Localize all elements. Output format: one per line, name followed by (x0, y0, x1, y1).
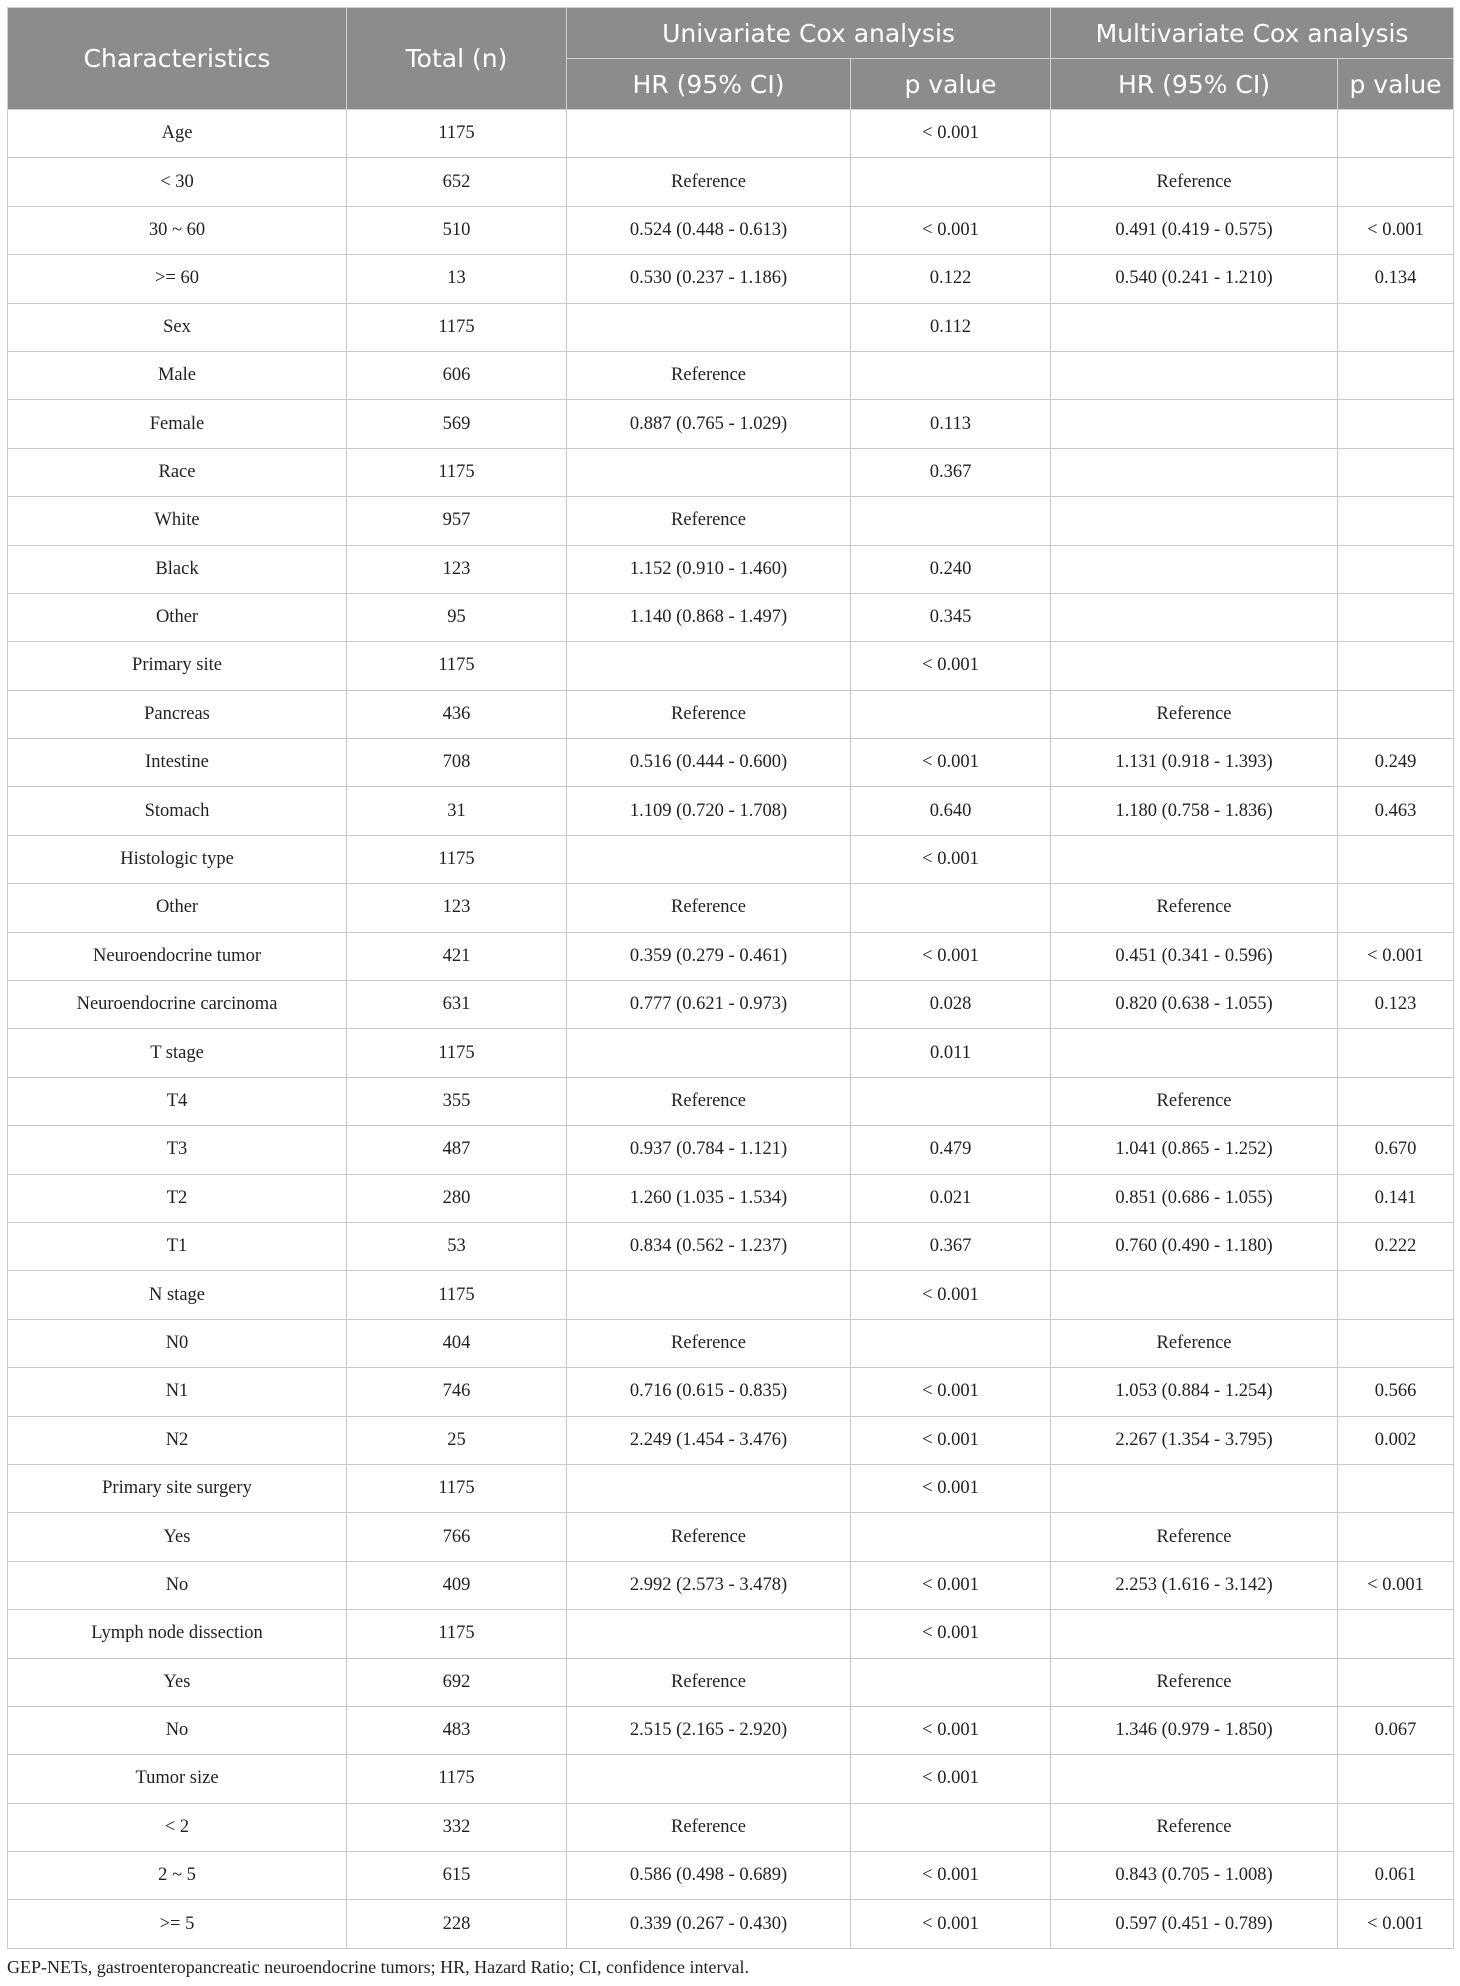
hr-multivariate-cell: Reference (1051, 884, 1338, 932)
table-row (8, 884, 1454, 932)
characteristic-cell: N stage (8, 1271, 347, 1319)
p-multivariate-cell: 0.002 (1338, 1416, 1454, 1464)
p-multivariate-cell (1338, 835, 1454, 883)
hr-univariate-cell: Reference (567, 1658, 851, 1706)
hr-multivariate-cell: 1.346 (0.979 - 1.850) (1051, 1706, 1338, 1754)
table-row (8, 351, 1454, 399)
hr-univariate-cell: 0.937 (0.784 - 1.121) (567, 1126, 851, 1174)
table-row (8, 1174, 1454, 1222)
total-cell: 404 (347, 1319, 567, 1367)
hr-multivariate-cell: 1.131 (0.918 - 1.393) (1051, 739, 1338, 787)
hr-univariate-cell: 0.716 (0.615 - 0.835) (567, 1368, 851, 1416)
total-cell: 123 (347, 884, 567, 932)
characteristic-cell: Age (8, 110, 347, 158)
characteristic-cell: Other (8, 593, 347, 641)
hr-multivariate-cell (1051, 642, 1338, 690)
p-multivariate-cell: < 0.001 (1338, 932, 1454, 980)
hr-multivariate-cell: Reference (1051, 158, 1338, 206)
p-univariate-cell: < 0.001 (851, 110, 1051, 158)
p-univariate-cell (851, 497, 1051, 545)
p-univariate-cell: 0.640 (851, 787, 1051, 835)
hr-univariate-cell (567, 110, 851, 158)
total-cell: 1175 (347, 1610, 567, 1658)
hr-univariate-cell: 0.339 (0.267 - 0.430) (567, 1900, 851, 1948)
table-row (8, 1416, 1454, 1464)
table-row (8, 1852, 1454, 1900)
p-univariate-cell: < 0.001 (851, 932, 1051, 980)
hr-multivariate-cell (1051, 835, 1338, 883)
total-cell: 228 (347, 1900, 567, 1948)
characteristic-cell: N1 (8, 1368, 347, 1416)
p-univariate-cell: < 0.001 (851, 1852, 1051, 1900)
p-multivariate-cell: 0.566 (1338, 1368, 1454, 1416)
table-row (8, 690, 1454, 738)
hr-univariate-cell (567, 642, 851, 690)
hr-univariate-cell (567, 1271, 851, 1319)
header-p-multivariate: p value (1338, 59, 1454, 110)
hr-univariate-cell: Reference (567, 158, 851, 206)
table-row (8, 1658, 1454, 1706)
hr-univariate-cell: Reference (567, 1319, 851, 1367)
total-cell: 1175 (347, 1464, 567, 1512)
hr-multivariate-cell: 1.180 (0.758 - 1.836) (1051, 787, 1338, 835)
characteristic-cell: Pancreas (8, 690, 347, 738)
characteristic-cell: White (8, 497, 347, 545)
table-footnote: GEP-NETs, gastroenteropancreatic neuroendocrine tumors; HR, Hazard Ratio; CI, confidence interval. (7, 1957, 749, 1977)
header-hr-multivariate: HR (95% CI) (1051, 59, 1338, 110)
hr-univariate-cell: 1.109 (0.720 - 1.708) (567, 787, 851, 835)
hr-multivariate-cell (1051, 1271, 1338, 1319)
p-univariate-cell (851, 1658, 1051, 1706)
hr-univariate-cell: 2.249 (1.454 - 3.476) (567, 1416, 851, 1464)
hr-multivariate-cell (1051, 593, 1338, 641)
table-row (8, 1126, 1454, 1174)
hr-univariate-cell: 0.586 (0.498 - 0.689) (567, 1852, 851, 1900)
characteristic-cell: Yes (8, 1658, 347, 1706)
characteristic-cell: 30 ~ 60 (8, 206, 347, 254)
hr-multivariate-cell: Reference (1051, 1319, 1338, 1367)
table-body (8, 110, 1454, 1949)
characteristic-cell: N0 (8, 1319, 347, 1367)
hr-univariate-cell: 1.260 (1.035 - 1.534) (567, 1174, 851, 1222)
characteristic-cell: Neuroendocrine carcinoma (8, 981, 347, 1029)
p-univariate-cell: < 0.001 (851, 835, 1051, 883)
characteristic-cell: Yes (8, 1513, 347, 1561)
table-row (8, 1900, 1454, 1948)
p-multivariate-cell (1338, 593, 1454, 641)
hr-multivariate-cell: 2.253 (1.616 - 3.142) (1051, 1561, 1338, 1609)
hr-multivariate-cell: Reference (1051, 1077, 1338, 1125)
hr-multivariate-cell (1051, 497, 1338, 545)
p-univariate-cell: < 0.001 (851, 1755, 1051, 1803)
total-cell: 652 (347, 158, 567, 206)
total-cell: 421 (347, 932, 567, 980)
p-univariate-cell: < 0.001 (851, 1610, 1051, 1658)
total-cell: 1175 (347, 1271, 567, 1319)
hr-multivariate-cell (1051, 303, 1338, 351)
p-multivariate-cell (1338, 545, 1454, 593)
characteristic-cell: Primary site surgery (8, 1464, 347, 1512)
hr-multivariate-cell: 0.851 (0.686 - 1.055) (1051, 1174, 1338, 1222)
p-multivariate-cell: 0.463 (1338, 787, 1454, 835)
characteristic-cell: Black (8, 545, 347, 593)
hr-univariate-cell: Reference (567, 497, 851, 545)
p-multivariate-cell: 0.123 (1338, 981, 1454, 1029)
hr-multivariate-cell: Reference (1051, 1513, 1338, 1561)
hr-multivariate-cell: 0.540 (0.241 - 1.210) (1051, 255, 1338, 303)
table-row (8, 497, 1454, 545)
table-row (8, 545, 1454, 593)
table-row (8, 1803, 1454, 1851)
p-univariate-cell (851, 884, 1051, 932)
p-multivariate-cell (1338, 1803, 1454, 1851)
total-cell: 31 (347, 787, 567, 835)
characteristic-cell: Female (8, 400, 347, 448)
p-multivariate-cell: < 0.001 (1338, 1561, 1454, 1609)
p-univariate-cell: < 0.001 (851, 1561, 1051, 1609)
hr-multivariate-cell (1051, 400, 1338, 448)
table-row (8, 1368, 1454, 1416)
header-row-1 (8, 8, 1454, 59)
table-row (8, 1271, 1454, 1319)
total-cell: 409 (347, 1561, 567, 1609)
header-total: Total (n) (347, 8, 567, 110)
p-multivariate-cell (1338, 158, 1454, 206)
p-univariate-cell: < 0.001 (851, 1900, 1051, 1948)
hr-univariate-cell: 1.140 (0.868 - 1.497) (567, 593, 851, 641)
table-row (8, 739, 1454, 787)
p-univariate-cell: 0.345 (851, 593, 1051, 641)
characteristic-cell: No (8, 1706, 347, 1754)
p-multivariate-cell (1338, 497, 1454, 545)
total-cell: 280 (347, 1174, 567, 1222)
table-header (8, 8, 1454, 110)
p-multivariate-cell (1338, 1077, 1454, 1125)
table-row (8, 158, 1454, 206)
hr-multivariate-cell: 1.041 (0.865 - 1.252) (1051, 1126, 1338, 1174)
hr-univariate-cell: 0.359 (0.279 - 0.461) (567, 932, 851, 980)
characteristic-cell: Primary site (8, 642, 347, 690)
p-multivariate-cell (1338, 1271, 1454, 1319)
p-multivariate-cell (1338, 448, 1454, 496)
p-multivariate-cell: 0.222 (1338, 1222, 1454, 1270)
cox-analysis-table (7, 7, 1454, 1949)
table-row (8, 1222, 1454, 1270)
total-cell: 487 (347, 1126, 567, 1174)
p-multivariate-cell: 0.249 (1338, 739, 1454, 787)
p-univariate-cell (851, 1319, 1051, 1367)
p-univariate-cell: 0.021 (851, 1174, 1051, 1222)
total-cell: 13 (347, 255, 567, 303)
total-cell: 1175 (347, 1755, 567, 1803)
header-characteristics: Characteristics (8, 8, 347, 110)
p-univariate-cell: 0.028 (851, 981, 1051, 1029)
p-multivariate-cell (1338, 303, 1454, 351)
table-row (8, 1464, 1454, 1512)
hr-univariate-cell: Reference (567, 884, 851, 932)
hr-univariate-cell: 0.530 (0.237 - 1.186) (567, 255, 851, 303)
total-cell: 510 (347, 206, 567, 254)
p-univariate-cell: < 0.001 (851, 642, 1051, 690)
characteristic-cell: Lymph node dissection (8, 1610, 347, 1658)
hr-multivariate-cell (1051, 448, 1338, 496)
table-row (8, 1610, 1454, 1658)
hr-univariate-cell: Reference (567, 690, 851, 738)
table-row (8, 303, 1454, 351)
hr-univariate-cell: 1.152 (0.910 - 1.460) (567, 545, 851, 593)
table-row (8, 400, 1454, 448)
total-cell: 355 (347, 1077, 567, 1125)
total-cell: 615 (347, 1852, 567, 1900)
hr-univariate-cell (567, 1755, 851, 1803)
p-multivariate-cell (1338, 1513, 1454, 1561)
table-row (8, 593, 1454, 641)
p-univariate-cell (851, 1803, 1051, 1851)
total-cell: 53 (347, 1222, 567, 1270)
p-univariate-cell: 0.113 (851, 400, 1051, 448)
total-cell: 95 (347, 593, 567, 641)
hr-univariate-cell: Reference (567, 1513, 851, 1561)
characteristic-cell: T stage (8, 1029, 347, 1077)
p-univariate-cell: 0.367 (851, 1222, 1051, 1270)
p-multivariate-cell (1338, 1029, 1454, 1077)
p-univariate-cell (851, 158, 1051, 206)
hr-univariate-cell: 0.834 (0.562 - 1.237) (567, 1222, 851, 1270)
characteristic-cell: Stomach (8, 787, 347, 835)
characteristic-cell: >= 5 (8, 1900, 347, 1948)
hr-multivariate-cell (1051, 1029, 1338, 1077)
total-cell: 746 (347, 1368, 567, 1416)
hr-multivariate-cell (1051, 1464, 1338, 1512)
hr-univariate-cell: 0.887 (0.765 - 1.029) (567, 400, 851, 448)
p-multivariate-cell (1338, 1610, 1454, 1658)
hr-univariate-cell: 0.777 (0.621 - 0.973) (567, 981, 851, 1029)
table-row (8, 255, 1454, 303)
header-p-univariate: p value (851, 59, 1051, 110)
hr-univariate-cell (567, 1029, 851, 1077)
table-row (8, 1077, 1454, 1125)
hr-univariate-cell (567, 303, 851, 351)
p-univariate-cell: < 0.001 (851, 1464, 1051, 1512)
hr-multivariate-cell: 0.451 (0.341 - 0.596) (1051, 932, 1338, 980)
p-univariate-cell (851, 1513, 1051, 1561)
p-multivariate-cell (1338, 110, 1454, 158)
p-univariate-cell: < 0.001 (851, 739, 1051, 787)
hr-univariate-cell (567, 835, 851, 883)
total-cell: 631 (347, 981, 567, 1029)
total-cell: 1175 (347, 642, 567, 690)
total-cell: 766 (347, 1513, 567, 1561)
characteristic-cell: T3 (8, 1126, 347, 1174)
p-multivariate-cell: 0.061 (1338, 1852, 1454, 1900)
hr-univariate-cell (567, 448, 851, 496)
characteristic-cell: No (8, 1561, 347, 1609)
hr-multivariate-cell: 0.820 (0.638 - 1.055) (1051, 981, 1338, 1029)
total-cell: 332 (347, 1803, 567, 1851)
total-cell: 1175 (347, 1029, 567, 1077)
p-univariate-cell: < 0.001 (851, 1368, 1051, 1416)
characteristic-cell: T2 (8, 1174, 347, 1222)
header-hr-univariate: HR (95% CI) (567, 59, 851, 110)
table-row (8, 206, 1454, 254)
table-row (8, 1029, 1454, 1077)
total-cell: 692 (347, 1658, 567, 1706)
p-univariate-cell: 0.011 (851, 1029, 1051, 1077)
p-univariate-cell: 0.479 (851, 1126, 1051, 1174)
total-cell: 569 (347, 400, 567, 448)
table-row (8, 1513, 1454, 1561)
p-multivariate-cell: < 0.001 (1338, 206, 1454, 254)
hr-univariate-cell: 2.992 (2.573 - 3.478) (567, 1561, 851, 1609)
hr-multivariate-cell (1051, 1755, 1338, 1803)
characteristic-cell: < 2 (8, 1803, 347, 1851)
characteristic-cell: Neuroendocrine tumor (8, 932, 347, 980)
table-row (8, 1561, 1454, 1609)
p-univariate-cell: 0.112 (851, 303, 1051, 351)
table-row (8, 110, 1454, 158)
characteristic-cell: 2 ~ 5 (8, 1852, 347, 1900)
hr-univariate-cell: 0.516 (0.444 - 0.600) (567, 739, 851, 787)
p-multivariate-cell: < 0.001 (1338, 1900, 1454, 1948)
hr-multivariate-cell: Reference (1051, 1803, 1338, 1851)
p-multivariate-cell: 0.067 (1338, 1706, 1454, 1754)
hr-multivariate-cell: 1.053 (0.884 - 1.254) (1051, 1368, 1338, 1416)
hr-multivariate-cell (1051, 351, 1338, 399)
p-univariate-cell: 0.122 (851, 255, 1051, 303)
hr-multivariate-cell: 2.267 (1.354 - 3.795) (1051, 1416, 1338, 1464)
total-cell: 123 (347, 545, 567, 593)
total-cell: 1175 (347, 303, 567, 351)
p-multivariate-cell (1338, 351, 1454, 399)
hr-multivariate-cell: Reference (1051, 1658, 1338, 1706)
hr-multivariate-cell (1051, 1610, 1338, 1658)
total-cell: 1175 (347, 448, 567, 496)
p-multivariate-cell: 0.141 (1338, 1174, 1454, 1222)
hr-multivariate-cell (1051, 110, 1338, 158)
characteristic-cell: >= 60 (8, 255, 347, 303)
table-row (8, 981, 1454, 1029)
total-cell: 1175 (347, 110, 567, 158)
p-univariate-cell: < 0.001 (851, 1706, 1051, 1754)
p-univariate-cell (851, 690, 1051, 738)
p-univariate-cell: < 0.001 (851, 206, 1051, 254)
hr-multivariate-cell: Reference (1051, 690, 1338, 738)
p-univariate-cell (851, 351, 1051, 399)
header-multivariate: Multivariate Cox analysis (1051, 8, 1454, 59)
characteristic-cell: Sex (8, 303, 347, 351)
table-row (8, 642, 1454, 690)
hr-univariate-cell: Reference (567, 1077, 851, 1125)
total-cell: 483 (347, 1706, 567, 1754)
hr-multivariate-cell: 0.491 (0.419 - 0.575) (1051, 206, 1338, 254)
total-cell: 1175 (347, 835, 567, 883)
p-multivariate-cell (1338, 1755, 1454, 1803)
p-multivariate-cell (1338, 884, 1454, 932)
characteristic-cell: Histologic type (8, 835, 347, 883)
hr-univariate-cell (567, 1464, 851, 1512)
hr-multivariate-cell: 0.760 (0.490 - 1.180) (1051, 1222, 1338, 1270)
p-univariate-cell (851, 1077, 1051, 1125)
characteristic-cell: Male (8, 351, 347, 399)
p-univariate-cell: < 0.001 (851, 1271, 1051, 1319)
p-univariate-cell: < 0.001 (851, 1416, 1051, 1464)
hr-univariate-cell: Reference (567, 1803, 851, 1851)
hr-multivariate-cell: 0.843 (0.705 - 1.008) (1051, 1852, 1338, 1900)
p-multivariate-cell (1338, 642, 1454, 690)
p-multivariate-cell: 0.134 (1338, 255, 1454, 303)
characteristic-cell: Race (8, 448, 347, 496)
characteristic-cell: T1 (8, 1222, 347, 1270)
hr-multivariate-cell: 0.597 (0.451 - 0.789) (1051, 1900, 1338, 1948)
hr-univariate-cell: 0.524 (0.448 - 0.613) (567, 206, 851, 254)
p-multivariate-cell (1338, 690, 1454, 738)
total-cell: 606 (347, 351, 567, 399)
characteristic-cell: Intestine (8, 739, 347, 787)
p-multivariate-cell: 0.670 (1338, 1126, 1454, 1174)
p-multivariate-cell (1338, 1319, 1454, 1367)
table-row (8, 1706, 1454, 1754)
cox-analysis-table-container (7, 7, 1453, 1949)
total-cell: 708 (347, 739, 567, 787)
p-multivariate-cell (1338, 400, 1454, 448)
total-cell: 436 (347, 690, 567, 738)
characteristic-cell: < 30 (8, 158, 347, 206)
characteristic-cell: Tumor size (8, 1755, 347, 1803)
table-row (8, 1319, 1454, 1367)
header-univariate: Univariate Cox analysis (567, 8, 1051, 59)
p-univariate-cell: 0.367 (851, 448, 1051, 496)
table-row (8, 932, 1454, 980)
hr-univariate-cell: 2.515 (2.165 - 2.920) (567, 1706, 851, 1754)
total-cell: 957 (347, 497, 567, 545)
characteristic-cell: T4 (8, 1077, 347, 1125)
p-multivariate-cell (1338, 1658, 1454, 1706)
hr-multivariate-cell (1051, 545, 1338, 593)
table-row (8, 448, 1454, 496)
characteristic-cell: N2 (8, 1416, 347, 1464)
table-row (8, 1755, 1454, 1803)
table-row (8, 787, 1454, 835)
hr-univariate-cell: Reference (567, 351, 851, 399)
p-multivariate-cell (1338, 1464, 1454, 1512)
table-row (8, 835, 1454, 883)
characteristic-cell: Other (8, 884, 347, 932)
p-univariate-cell: 0.240 (851, 545, 1051, 593)
total-cell: 25 (347, 1416, 567, 1464)
hr-univariate-cell (567, 1610, 851, 1658)
